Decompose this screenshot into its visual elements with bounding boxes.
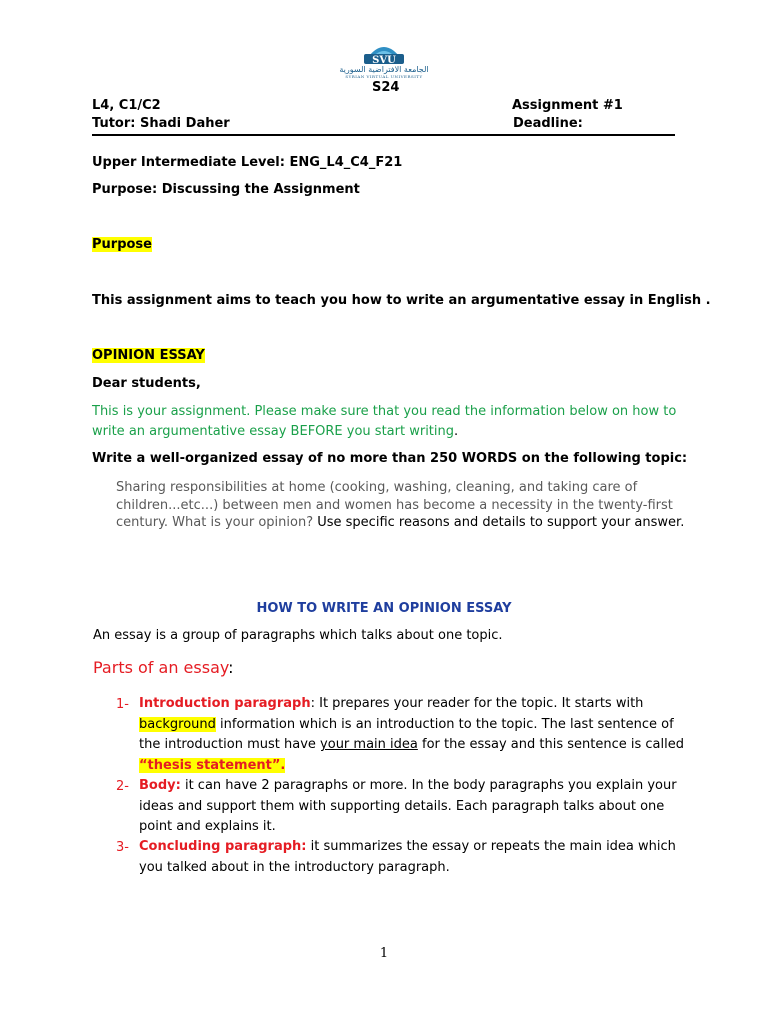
parts-heading	[93, 658, 234, 677]
aim-statement: This assignment aims to teach you how to write an argumentative essay in English .	[92, 293, 711, 308]
list-item-introduction	[139, 694, 699, 776]
item-label-body: Body:	[139, 778, 181, 793]
instruction-line-2-text: write an argumentative essay BEFORE you start writing	[92, 424, 455, 439]
thesis-statement: “thesis statement”.	[139, 757, 286, 773]
parts-heading-text: Parts of an essay	[93, 658, 229, 677]
item-text-b: information which is an introduction to the topic. The last sentence of the introduction must have	[139, 716, 674, 752]
logo-mark: SVU	[372, 55, 396, 66]
list-item-conclusion	[139, 837, 699, 878]
course-code: S24	[372, 80, 400, 95]
purpose-heading	[92, 237, 152, 252]
list-number-2: 2-	[116, 779, 129, 794]
logo-arabic-text: الجامعة الافتراضية السورية	[339, 65, 429, 74]
item-text-c: for the essay and this sentence is called	[417, 737, 684, 752]
topic-question: Sharing responsibilities at home (cooking, washing, cleaning, and taking care of children...etc...) between men and women has become a necessity in the twenty-first century. What is your opinion?	[116, 480, 673, 530]
page-number: 1	[379, 946, 389, 961]
topic-instruction: Use specific reasons and details to support your answer.	[313, 515, 685, 530]
item-text-body: it can have 2 paragraphs or more. In the body paragraphs you explain your ideas and support them with supporting details. Each paragraph talks about one point and explains it.	[139, 778, 677, 834]
underlined-main-idea: your main idea	[320, 737, 418, 752]
item-text-conclusion: it summarizes the essay or repeats the main idea which you talked about in the introductory paragraph.	[139, 839, 676, 875]
tutor-name: Tutor: Shadi Daher	[92, 116, 230, 131]
parts-heading-colon: :	[228, 658, 234, 677]
opinion-essay-heading-text: OPINION ESSAY	[92, 348, 205, 363]
level-class: L4, C1/C2	[92, 98, 161, 113]
highlight-background: background	[139, 716, 216, 732]
header-divider	[92, 134, 675, 136]
item-text-a: : It prepares your reader for the topic. It starts with	[310, 696, 644, 711]
essay-topic	[116, 479, 686, 532]
logo-english-text: SYRIAN VIRTUAL UNIVERSITY	[345, 74, 423, 79]
purpose-heading-text: Purpose	[92, 237, 152, 252]
instruction-line-1: This is your assignment. Please make sure that you read the information below on how to	[92, 404, 677, 419]
item-label-conclusion: Concluding paragraph:	[139, 839, 307, 854]
instruction-period: .	[454, 424, 459, 439]
assignment-number: Assignment #1	[512, 98, 623, 113]
how-to-title: HOW TO WRITE AN OPINION ESSAY	[256, 601, 512, 616]
list-item-body	[139, 776, 699, 838]
list-number-1: 1-	[116, 697, 129, 712]
level-line: Upper Intermediate Level: ENG_L4_C4_F21	[92, 155, 403, 170]
essay-definition: An essay is a group of paragraphs which talks about one topic.	[93, 628, 503, 643]
task-statement: Write a well-organized essay of no more than 250 WORDS on the following topic:	[92, 451, 688, 466]
item-label-introduction: Introduction paragraph	[139, 696, 311, 711]
instruction-line-2	[92, 424, 458, 439]
purpose-line: Purpose: Discussing the Assignment	[92, 182, 360, 197]
greeting: Dear students,	[92, 376, 201, 391]
opinion-essay-heading	[92, 348, 205, 363]
deadline-label: Deadline:	[513, 116, 583, 131]
list-number-3: 3-	[116, 840, 129, 855]
